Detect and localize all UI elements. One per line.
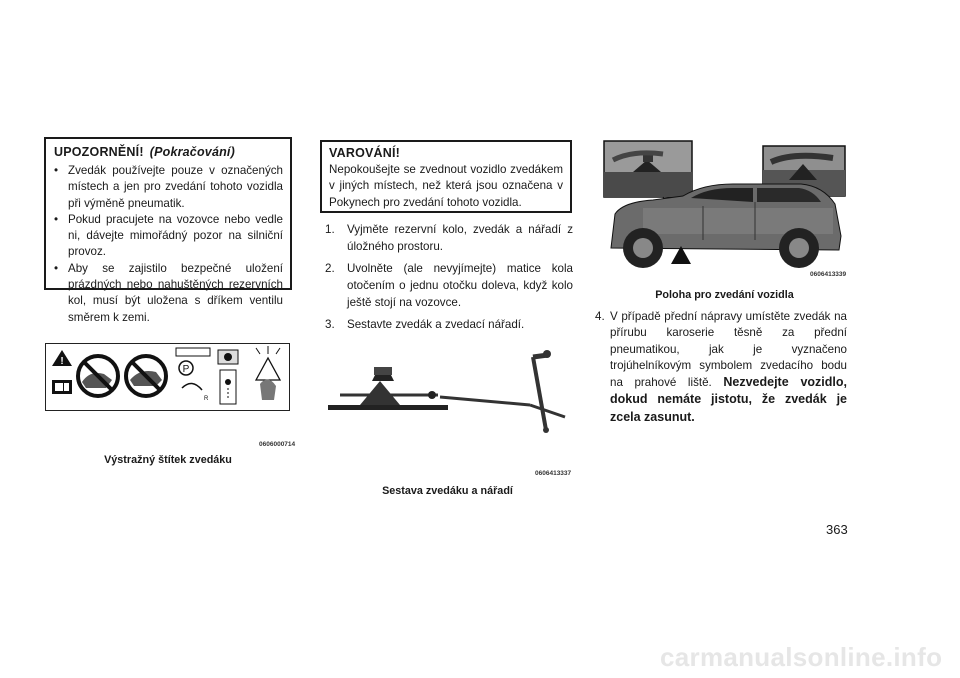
- caution-title: [54, 145, 283, 159]
- step-item: [325, 260, 573, 311]
- step-number: 2.: [325, 262, 335, 275]
- step-text: Sestavte zvedák a zvedací nářadí.: [347, 318, 525, 331]
- step4-bold: Nezvedejte vozidlo, dokud nemáte jistotu, že zvedák je zcela zasunut.: [610, 375, 847, 424]
- svg-text:R: R: [204, 396, 209, 402]
- warning-label-figure: [45, 343, 290, 411]
- step4: [595, 309, 847, 426]
- vehicle-illustration: [603, 140, 846, 280]
- step-number: 3.: [325, 318, 335, 331]
- vehicle-figure-code: 0606413339: [810, 271, 847, 278]
- jack-illustration: [320, 345, 575, 465]
- vehicle-figure-caption: Poloha pro zvedání vozidla: [655, 289, 794, 301]
- caution-list: [54, 163, 283, 326]
- step-item: [325, 221, 573, 255]
- warning-label-caption: Výstražný štítek zvedáku: [104, 454, 232, 466]
- vehicle-figure: [603, 140, 846, 280]
- step4-number: 4.: [595, 310, 605, 323]
- step4-item: [595, 309, 847, 426]
- step-number: 1.: [325, 223, 335, 236]
- step-item: [325, 316, 573, 333]
- jack-figure-code: 0606413337: [535, 470, 572, 477]
- steps-list: [325, 221, 573, 338]
- footer-watermark: carmanualsonline.info: [660, 642, 943, 672]
- warning-label-code: 0606000714: [259, 441, 296, 448]
- caution-box: [44, 137, 292, 324]
- park-symbol: P: [182, 364, 190, 375]
- page-number: 363: [826, 522, 848, 537]
- caution-item: • Pokud pracujete na vozovce nebo vedle ni, dávejte mimořádný pozor na silniční provoz.: [54, 212, 283, 261]
- warning-text: Nepokoušejte se zvednout vozidlo zvedákem v jiných místech, než která jsou označena v Pokynech pro zvedání tohoto vozidla.: [329, 163, 563, 209]
- warning-label-illustration: [46, 344, 289, 410]
- jack-figure: [320, 345, 575, 465]
- warning-box: [320, 140, 572, 213]
- caution-item: • Zvedák používejte pouze v označených místech a jen pro zvedání tohoto vozidla při výměně pneumatik.: [54, 163, 283, 212]
- step4-text: V případě přední nápravy umístěte zvedák na přírubu karoserie těsně za přední pneumatikou, jak je vyznačeno trojúhelníkovým symbolem zvedacího bodu na prahové liště.: [610, 310, 847, 390]
- step-text: Vyjměte rezervní kolo, zvedák a nářadí z úložného prostoru.: [347, 223, 573, 253]
- step-text: Uvolněte (ale nevyjímejte) matice kola otočením o jednu otočku doleva, když kolo ještě stojí na vozovce.: [347, 262, 573, 309]
- caution-title-text: UPOZORNĚNÍ!: [54, 145, 144, 159]
- jack-figure-caption: Sestava zvedáku a nářadí: [382, 485, 513, 497]
- caution-item: • Aby se zajistilo bezpečné uložení prázdných nebo nahuštěných rezervních kol, musí být uložena s dříkem ventilu směrem k zemi.: [54, 261, 283, 326]
- warning-title: VAROVÁNÍ!: [329, 146, 401, 160]
- caution-subtitle: (Pokračování): [149, 145, 235, 159]
- svg-text:!: !: [60, 356, 64, 367]
